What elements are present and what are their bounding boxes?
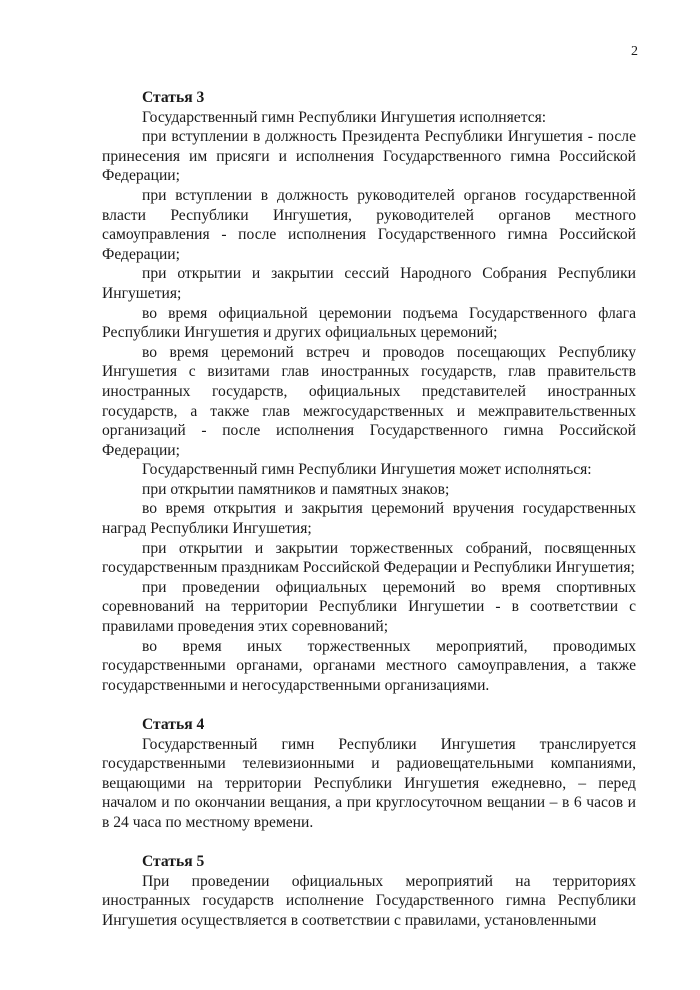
article-3-heading: Статья 3 [142, 89, 205, 106]
article-3-paragraph: при вступлении в должность Президента Республики Ингушетия - после принесения им присяги и исполнения Государственного гимна Российской Федерации; [102, 128, 636, 185]
article-5-heading: Статья 5 [142, 853, 205, 871]
article-3-paragraph: при проведении официальных церемоний во время спортивных соревнований на территории Республики Ингушетии - в соответствии с правилами проведения этих соревнований; [102, 578, 636, 636]
article-3-paragraph: Государственный гимн Республики Ингушетия может исполняться: [142, 461, 592, 479]
document-body [102, 88, 636, 931]
article-3-paragraph: во время открытия и закрытия церемоний вручения государственных наград Республики Ингушетия; [102, 500, 636, 538]
section-spacer [102, 695, 636, 715]
article-3-paragraph: при открытии памятников и памятных знаков; [142, 480, 450, 498]
article-4-paragraph: Государственный гимн Республики Ингушетия транслируется государственными телевизионными и радиовещательными компаниями, вещающими на территории Республики Ингушетия ежедневно, – перед началом и по окончании вещания, а при круглосуточном вещании – в 6 часов и в 24 часа по местному времени. [102, 735, 636, 831]
article-3-paragraph: при открытии и закрытии сессий Народного Собрания Республики Ингушетия; [102, 265, 636, 302]
article-4-heading: Статья 4 [142, 716, 205, 733]
section-spacer [102, 833, 636, 853]
article-3-paragraph: во время церемоний встреч и проводов посещающих Республику Ингушетия с визитами глав иностранных государств, глав правительств иностранных государств, официальных представителей иностранных государств, а также глав межгосударственных и межправительственных организаций - после исполнения Государственного гимна Российской Федерации; [102, 343, 636, 459]
article-5-paragraph: При проведении официальных мероприятий на территориях иностранных государств исполнение Государственного гимна Республики Ингушетия осуществляется в соответствии с правилами, установленными [102, 872, 636, 929]
article-3-paragraph: во время иных торжественных мероприятий, проводимых государственными органами, органами местного самоуправления, а также государственными и негосударственными организациями. [102, 637, 636, 694]
article-3-paragraph: при вступлении в должность руководителей органов государственной власти Республики Ингушетия, руководителей органов местного самоуправления - после исполнения Государственного гимна Российской Федерации; [102, 186, 636, 263]
article-3-paragraph: во время официальной церемонии подъема Государственного флага Республики Ингушетия и других официальных церемоний; [102, 304, 636, 342]
article-3-paragraph: Государственный гимн Республики Ингушетия исполняется: [142, 108, 547, 126]
article-3-paragraph: при открытии и закрытии торжественных собраний, посвященных государственным праздникам Российской Федерации и Республики Ингушетия; [102, 539, 636, 577]
page-number: 2 [631, 44, 638, 59]
